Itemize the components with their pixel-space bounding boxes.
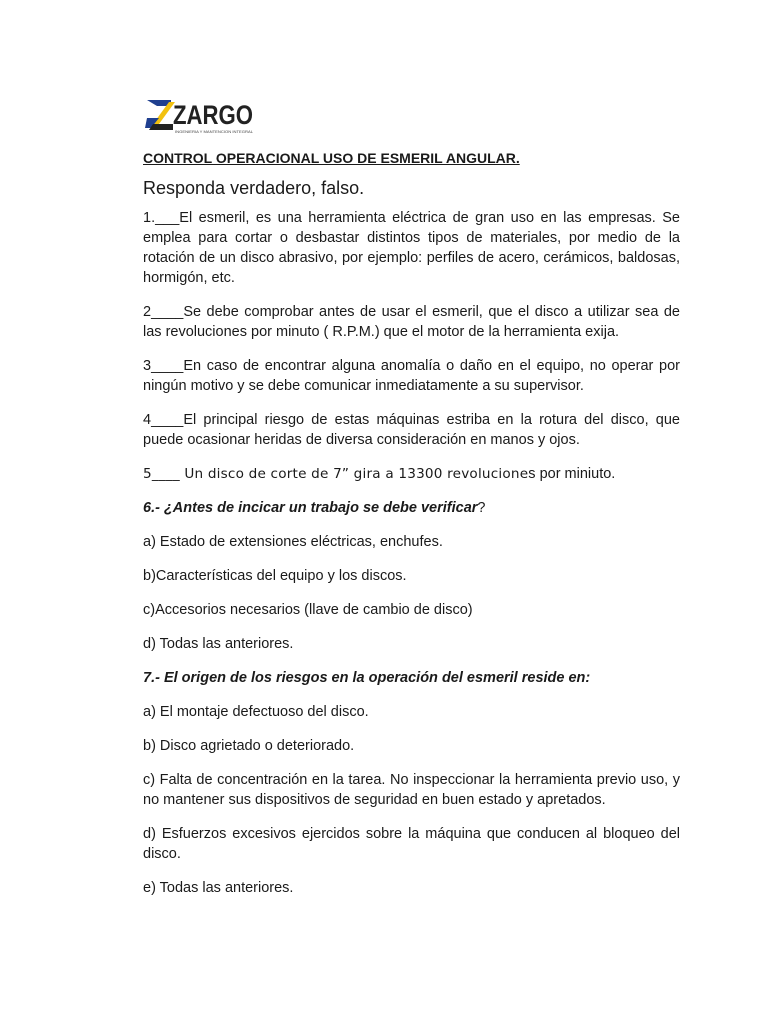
document-body (143, 149, 680, 898)
question-6-heading (143, 498, 680, 518)
question-5-text: 5____ Un disco de corte de 7” gira a 13300 revolucione (143, 466, 529, 482)
question-6-option-d: d) Todas las anteriores. (143, 636, 294, 652)
instructions: Responda verdadero, falso. (143, 178, 365, 198)
question-7-heading: 7.- El origen de los riesgos en la operación del esmeril reside en: (143, 670, 591, 686)
question-6-option-a: a) Estado de extensiones eléctricas, enchufes. (143, 534, 443, 550)
document-title: CONTROL OPERACIONAL USO DE ESMERIL ANGULAR. (143, 150, 520, 166)
question-7-option-c: c) Falta de concentración en la tarea. No inspeccionar la herramienta previo uso, y no mantener sus dispositivos de seguridad en buen estado y apretados. (143, 772, 680, 808)
question-7-option-e: e) Todas las anteriores. (143, 880, 294, 896)
question-1: 1.___El esmeril, es una herramienta eléctrica de gran uso en las empresas. Se emplea para cortar o desbastar distintos tipos de materiales, por medio de la rotación de un disco abrasivo, por ejemplo: perfiles de acero, cerámicos, baldosas, hormigón, etc. (143, 210, 680, 286)
question-6-option-b: b)Características del equipo y los discos. (143, 568, 407, 584)
logo-tagline: INGENIERIA Y MANTENCION INTEGRAL (175, 129, 254, 134)
question-6-option-c: c)Accesorios necesarios (llave de cambio de disco) (143, 602, 473, 618)
question-6-text: 6.- ¿Antes de incicar un trabajo se debe verificar (143, 500, 478, 516)
question-2: 2____Se debe comprobar antes de usar el esmeril, que el disco a utilizar sea de las revoluciones por minuto ( R.P.M.) que el motor de la herramienta exija. (143, 304, 680, 340)
question-7-option-b: b) Disco agrietado o deteriorado. (143, 738, 355, 754)
question-4: 4____El principal riesgo de estas máquinas estriba en la rotura del disco, que puede ocasionar heridas de diversa consideración en manos y ojos. (143, 412, 680, 448)
question-6-mark: ? (477, 500, 486, 516)
company-logo (145, 98, 257, 138)
zargo-logo-icon (145, 98, 257, 138)
logo-wordmark: ZARGO (173, 100, 253, 130)
question-7-option-a: a) El montaje defectuoso del disco. (143, 704, 369, 720)
question-7-option-d: d) Esfuerzos excesivos ejercidos sobre la máquina que conducen al bloqueo del disco. (143, 826, 680, 862)
question-5-tail: s por miniuto. (528, 466, 616, 482)
question-3: 3____En caso de encontrar alguna anomalía o daño en el equipo, no operar por ningún motivo y se debe comunicar inmediatamente a su supervisor. (143, 358, 680, 394)
question-5 (143, 464, 680, 484)
